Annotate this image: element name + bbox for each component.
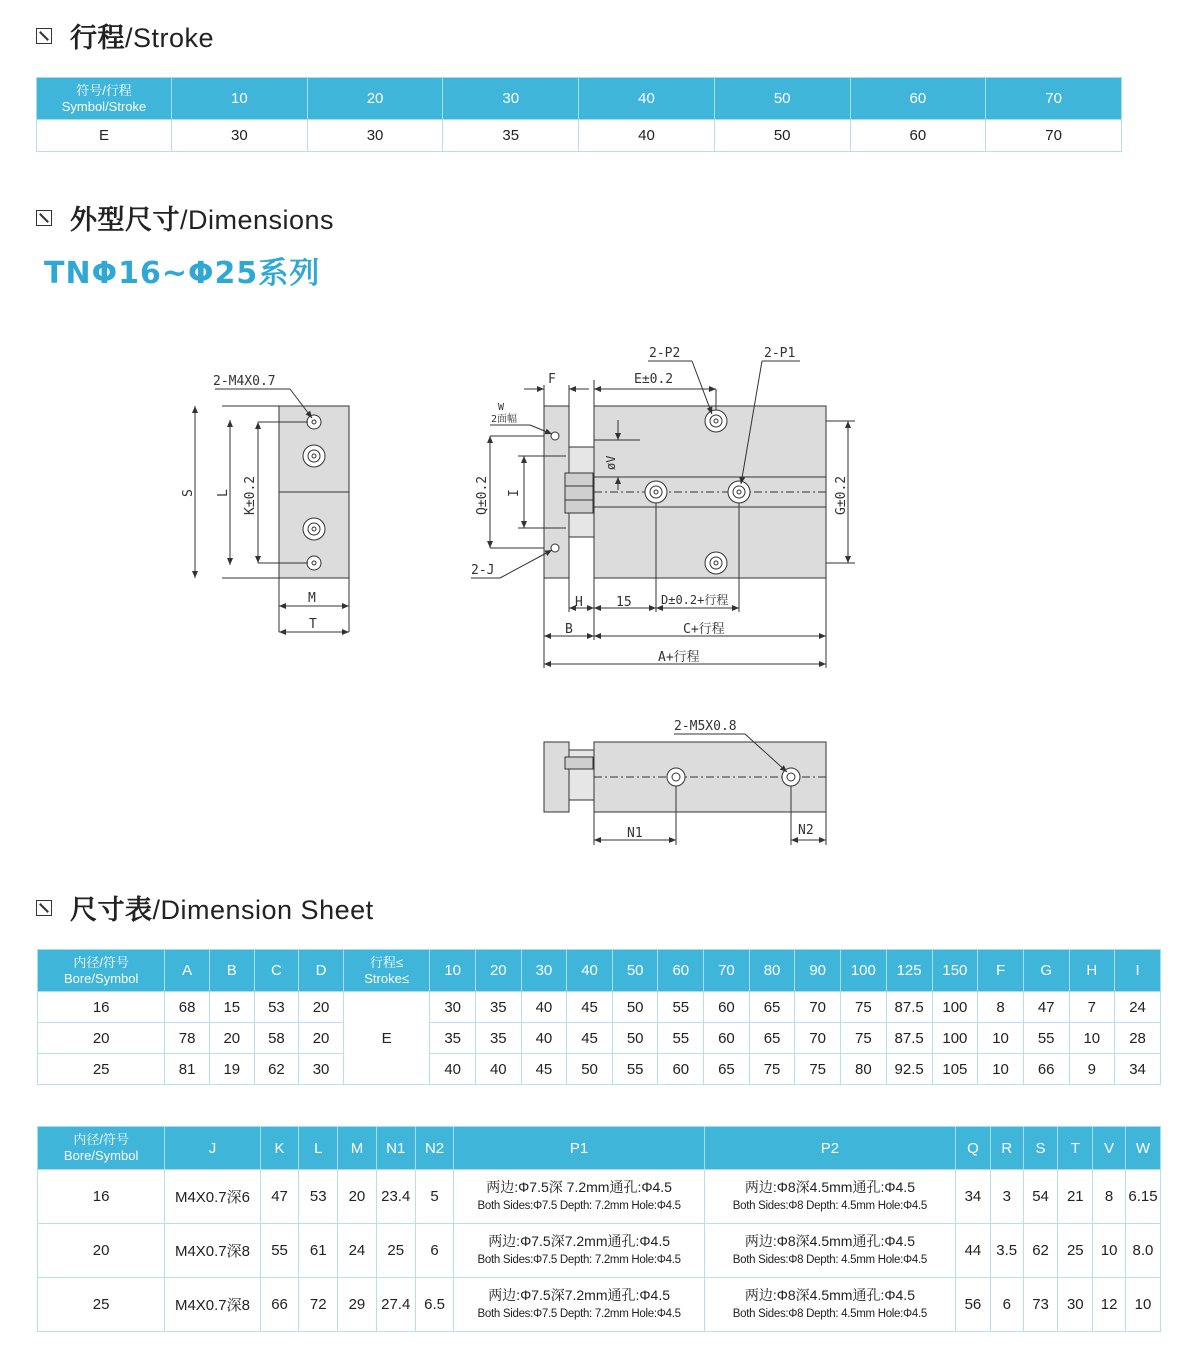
stroke-value-cell: 87.5 [886, 992, 932, 1023]
j-cell: M4X0.7深6 [165, 1170, 260, 1224]
stroke-value-cell: 105 [932, 1054, 978, 1085]
value-cell: 10 [978, 1054, 1024, 1085]
stroke-value-cell: 50 [612, 1023, 658, 1054]
stroke-value-cell: 45 [521, 1054, 567, 1085]
table-row [38, 992, 1161, 1023]
col-header: G [1023, 950, 1069, 992]
bore-cell: 20 [38, 1023, 165, 1054]
l-cell: 61 [299, 1224, 338, 1278]
t-cell: 25 [1058, 1224, 1093, 1278]
value-cell: 30 [299, 1054, 344, 1085]
p1-en-text: Both Sides:Φ7.5 Depth: 7.2mm Hole:Φ4.5 [477, 1199, 681, 1212]
col-header: K [260, 1127, 299, 1170]
hex-nut [565, 473, 593, 513]
r-cell: 3 [990, 1170, 1023, 1224]
stroke-header: 20 [475, 950, 521, 992]
col-header: V [1093, 1127, 1126, 1170]
table-row [38, 1224, 1161, 1278]
value-cell: 20 [299, 1023, 344, 1054]
sheet-section-title [36, 888, 374, 927]
stroke-value-cell: 65 [704, 1054, 750, 1085]
series-title: TNΦ16~Φ25系列 [44, 256, 321, 291]
label-d: D±0.2+行程 [661, 593, 729, 607]
p1-cell [454, 1170, 704, 1224]
p2-zh-text: 两边:Φ8深4.5mm通孔:Φ4.5 [744, 1232, 915, 1249]
stroke-value: 30 [307, 120, 443, 152]
corner-zh: 内径/符号 [73, 1132, 129, 1147]
stroke-header: 50 [714, 78, 850, 120]
dimensions-title-en: /Dimensions [180, 205, 335, 235]
stroke-value-cell: 75 [840, 992, 886, 1023]
n2-cell: 6.5 [415, 1278, 454, 1332]
n2-cell: 5 [415, 1170, 454, 1224]
stroke-title-en: /Stroke [125, 23, 215, 53]
col-header: S [1023, 1127, 1058, 1170]
stroke-value-cell: 50 [612, 992, 658, 1023]
col-header: L [299, 1127, 338, 1170]
label-w: W [498, 402, 505, 413]
value-cell: 7 [1069, 992, 1115, 1023]
value-cell: 9 [1069, 1054, 1115, 1085]
dimension-sheet-table-1 [37, 949, 1161, 1085]
value-cell: 19 [209, 1054, 254, 1085]
col-header: B [209, 950, 254, 992]
bore-cell: 20 [38, 1224, 165, 1278]
p2-zh-text: 两边:Φ8深4.5mm通孔:Φ4.5 [744, 1178, 915, 1195]
label-h: H [575, 595, 583, 610]
label-m4: 2-M4X0.7 [213, 374, 276, 389]
stroke-header: 70 [704, 950, 750, 992]
dimension-sheet-table-2 [37, 1126, 1161, 1332]
stroke-value-cell: 70 [795, 1023, 841, 1054]
col-header: N2 [415, 1127, 454, 1170]
corner-en: Bore/Symbol [63, 1148, 139, 1163]
label-a: A+行程 [658, 650, 700, 665]
p1-zh-text: 两边:Φ7.5深7.2mm通孔:Φ4.5 [488, 1232, 671, 1249]
value-cell: 10 [978, 1023, 1024, 1054]
sheet-title-zh: 尺寸表 [70, 895, 153, 926]
value-cell: 20 [209, 1023, 254, 1054]
stroke-value-cell: 70 [795, 992, 841, 1023]
stroke-value-cell: 65 [749, 1023, 795, 1054]
label-l: L [216, 489, 231, 497]
p1-cell [454, 1278, 704, 1332]
m-cell: 29 [338, 1278, 377, 1332]
p1-cell [454, 1224, 704, 1278]
stroke-header: 40 [579, 78, 715, 120]
stroke-header: 30 [443, 78, 579, 120]
p2-en-text: Both Sides:Φ8 Depth: 4.5mm Hole:Φ4.5 [732, 1253, 928, 1266]
value-cell: 24 [1115, 992, 1161, 1023]
col-header: H [1069, 950, 1115, 992]
m-cell: 24 [338, 1224, 377, 1278]
stroke-value: 70 [986, 120, 1122, 152]
stroke-value-cell: 80 [840, 1054, 886, 1085]
label-c: C+行程 [683, 622, 725, 637]
table-row [38, 1170, 1161, 1224]
stroke-header: 50 [612, 950, 658, 992]
stroke-header: 60 [850, 78, 986, 120]
value-cell: 58 [254, 1023, 299, 1054]
l-cell: 53 [299, 1170, 338, 1224]
col-header: P1 [454, 1127, 704, 1170]
stroke-header: 70 [986, 78, 1122, 120]
stroke-value: 35 [443, 120, 579, 152]
stroke-corner [343, 950, 429, 992]
corner-en: Bore/Symbol [63, 970, 139, 986]
stroke-value-cell: 75 [749, 1054, 795, 1085]
stroke-value-cell: 92.5 [886, 1054, 932, 1085]
stroke-title-zh: 行程 [70, 23, 125, 54]
col-header: A [165, 950, 210, 992]
value-cell: 55 [1023, 1023, 1069, 1054]
r-cell: 6 [990, 1278, 1023, 1332]
stroke-value-cell: 40 [521, 1023, 567, 1054]
bore-cell: 25 [38, 1054, 165, 1085]
value-cell: 28 [1115, 1023, 1161, 1054]
stroke-section-title [36, 16, 214, 55]
section-marker-icon [36, 28, 52, 44]
n1-cell: 23.4 [376, 1170, 415, 1224]
col-header: R [990, 1127, 1023, 1170]
n1-cell: 25 [376, 1224, 415, 1278]
label-m5: 2-M5X0.8 [674, 719, 737, 734]
dimension-drawing [0, 330, 1200, 850]
col-header: J [165, 1127, 260, 1170]
stroke-value-cell: 65 [749, 992, 795, 1023]
q-cell: 44 [956, 1224, 991, 1278]
value-cell: 68 [165, 992, 210, 1023]
bottom-plate [544, 742, 569, 812]
dimensions-title-zh: 外型尺寸 [70, 205, 180, 236]
w-cell: 8.0 [1125, 1224, 1160, 1278]
stroke-table-corner [37, 78, 172, 120]
label-e: E±0.2 [634, 372, 674, 387]
p2-en-text: Both Sides:Φ8 Depth: 4.5mm Hole:Φ4.5 [732, 1199, 928, 1212]
sheet-title-en: /Dimension Sheet [152, 895, 374, 925]
label-j: 2-J [471, 563, 495, 578]
section-marker-icon [36, 210, 52, 226]
stroke-header: 20 [307, 78, 443, 120]
stroke-header: 60 [658, 950, 704, 992]
s-cell: 73 [1023, 1278, 1058, 1332]
table-row [38, 1023, 1161, 1054]
stroke-header: 90 [795, 950, 841, 992]
col-header: N1 [376, 1127, 415, 1170]
stroke-value-cell: 87.5 [886, 1023, 932, 1054]
label-f: F [548, 372, 556, 387]
section-marker-icon [36, 900, 52, 916]
stroke-value-cell: 55 [612, 1054, 658, 1085]
stroke-value: 40 [579, 120, 715, 152]
j-cell: M4X0.7深8 [165, 1278, 260, 1332]
table-row [38, 1278, 1161, 1332]
col-header: C [254, 950, 299, 992]
value-cell: 81 [165, 1054, 210, 1085]
corner-zh: 内径/符号 [73, 954, 129, 970]
stroke-value-cell: 60 [704, 1023, 750, 1054]
v-cell: 12 [1093, 1278, 1126, 1332]
p2-cell [704, 1170, 955, 1224]
label-n1: N1 [627, 826, 643, 841]
p1-zh-text: 两边:Φ7.5深7.2mm通孔:Φ4.5 [488, 1286, 671, 1303]
stroke-value-cell: 40 [475, 1054, 521, 1085]
stroke-value-cell: 40 [521, 992, 567, 1023]
stroke-header: 100 [840, 950, 886, 992]
label-w-sub: 2面幅 [491, 414, 518, 425]
q-cell: 34 [956, 1170, 991, 1224]
p1-en-text: Both Sides:Φ7.5 Depth: 7.2mm Hole:Φ4.5 [477, 1307, 681, 1320]
value-cell: 10 [1069, 1023, 1115, 1054]
corner-zh: 符号/行程 [76, 82, 132, 98]
stroke-value-cell: 35 [475, 992, 521, 1023]
stroke-header: 80 [749, 950, 795, 992]
value-cell: 78 [165, 1023, 210, 1054]
stroke-header: 150 [932, 950, 978, 992]
stroke-value-cell: 45 [567, 992, 613, 1023]
stroke-header: 40 [567, 950, 613, 992]
m-cell: 20 [338, 1170, 377, 1224]
w-cell: 6.15 [1125, 1170, 1160, 1224]
label-s: S [181, 489, 196, 497]
value-cell: 15 [209, 992, 254, 1023]
e-symbol-cell: E [343, 992, 429, 1085]
stroke-header: 10 [172, 78, 308, 120]
col-header: I [1115, 950, 1161, 992]
k-cell: 55 [260, 1224, 299, 1278]
stroke-value: 30 [172, 120, 308, 152]
p2-cell [704, 1278, 955, 1332]
table-row [37, 120, 1122, 152]
bore-cell: 16 [38, 1170, 165, 1224]
col-header: D [299, 950, 344, 992]
stroke-value-cell: 40 [430, 1054, 476, 1085]
label-15: 15 [616, 595, 632, 610]
t-cell: 21 [1058, 1170, 1093, 1224]
label-p2: 2-P2 [649, 346, 681, 361]
row-label: E [37, 120, 172, 152]
corner-en: Symbol/Stroke [61, 98, 147, 114]
stroke-header: 10 [430, 950, 476, 992]
p1-en-text: Both Sides:Φ7.5 Depth: 7.2mm Hole:Φ4.5 [477, 1253, 681, 1266]
stroke-table [36, 77, 1122, 152]
label-g: G±0.2 [834, 475, 849, 515]
col-header: P2 [704, 1127, 955, 1170]
col-header: F [978, 950, 1024, 992]
label-b: B [565, 622, 573, 637]
value-cell: 47 [1023, 992, 1069, 1023]
stroke-header: 30 [521, 950, 567, 992]
col-header: W [1125, 1127, 1160, 1170]
s-cell: 62 [1023, 1224, 1058, 1278]
stroke-value-cell: 100 [932, 992, 978, 1023]
value-cell: 53 [254, 992, 299, 1023]
stroke-value-cell: 55 [658, 1023, 704, 1054]
v-cell: 10 [1093, 1224, 1126, 1278]
label-i: I [507, 489, 522, 497]
stroke-value-cell: 35 [475, 1023, 521, 1054]
col-header: M [338, 1127, 377, 1170]
stroke-value-cell: 75 [795, 1054, 841, 1085]
sheet1-corner [38, 950, 165, 992]
t-cell: 30 [1058, 1278, 1093, 1332]
stroke-value-cell: 30 [430, 992, 476, 1023]
k-cell: 47 [260, 1170, 299, 1224]
l-cell: 72 [299, 1278, 338, 1332]
label-n2: N2 [798, 823, 814, 838]
label-q: Q±0.2 [475, 475, 490, 515]
s-cell: 54 [1023, 1170, 1058, 1224]
value-cell: 62 [254, 1054, 299, 1085]
q-cell: 56 [956, 1278, 991, 1332]
stroke-value-cell: 35 [430, 1023, 476, 1054]
value-cell: 8 [978, 992, 1024, 1023]
table-row [38, 1054, 1161, 1085]
label-v: øV [604, 455, 618, 470]
value-cell: 66 [1023, 1054, 1069, 1085]
stroke-value-cell: 100 [932, 1023, 978, 1054]
stroke-value-cell: 50 [567, 1054, 613, 1085]
stroke-header: 125 [886, 950, 932, 992]
stroke-value-cell: 45 [567, 1023, 613, 1054]
label-m: M [308, 591, 316, 606]
j-cell: M4X0.7深8 [165, 1224, 260, 1278]
stroke-zh: 行程≤ [370, 954, 404, 970]
stroke-value: 50 [714, 120, 850, 152]
bore-cell: 25 [38, 1278, 165, 1332]
p1-zh-text: 两边:Φ7.5深 7.2mm通孔:Φ4.5 [486, 1178, 672, 1195]
p2-zh-text: 两边:Φ8深4.5mm通孔:Φ4.5 [744, 1286, 915, 1303]
stroke-value-cell: 60 [704, 992, 750, 1023]
k-cell: 66 [260, 1278, 299, 1332]
dimensions-section-title [36, 198, 334, 237]
col-header: Q [956, 1127, 991, 1170]
n1-cell: 27.4 [376, 1278, 415, 1332]
n2-cell: 6 [415, 1224, 454, 1278]
label-p1: 2-P1 [764, 346, 796, 361]
label-t: T [309, 617, 317, 632]
p2-cell [704, 1224, 955, 1278]
sheet2-corner [38, 1127, 165, 1170]
stroke-value: 60 [850, 120, 986, 152]
bore-cell: 16 [38, 992, 165, 1023]
value-cell: 34 [1115, 1054, 1161, 1085]
stroke-value-cell: 55 [658, 992, 704, 1023]
p2-en-text: Both Sides:Φ8 Depth: 4.5mm Hole:Φ4.5 [732, 1307, 928, 1320]
label-k: K±0.2 [243, 475, 258, 515]
stroke-value-cell: 75 [840, 1023, 886, 1054]
r-cell: 3.5 [990, 1224, 1023, 1278]
col-header: T [1058, 1127, 1093, 1170]
w-cell: 10 [1125, 1278, 1160, 1332]
v-cell: 8 [1093, 1170, 1126, 1224]
value-cell: 20 [299, 992, 344, 1023]
stroke-value-cell: 60 [658, 1054, 704, 1085]
stroke-en: Stroke≤ [364, 970, 409, 986]
